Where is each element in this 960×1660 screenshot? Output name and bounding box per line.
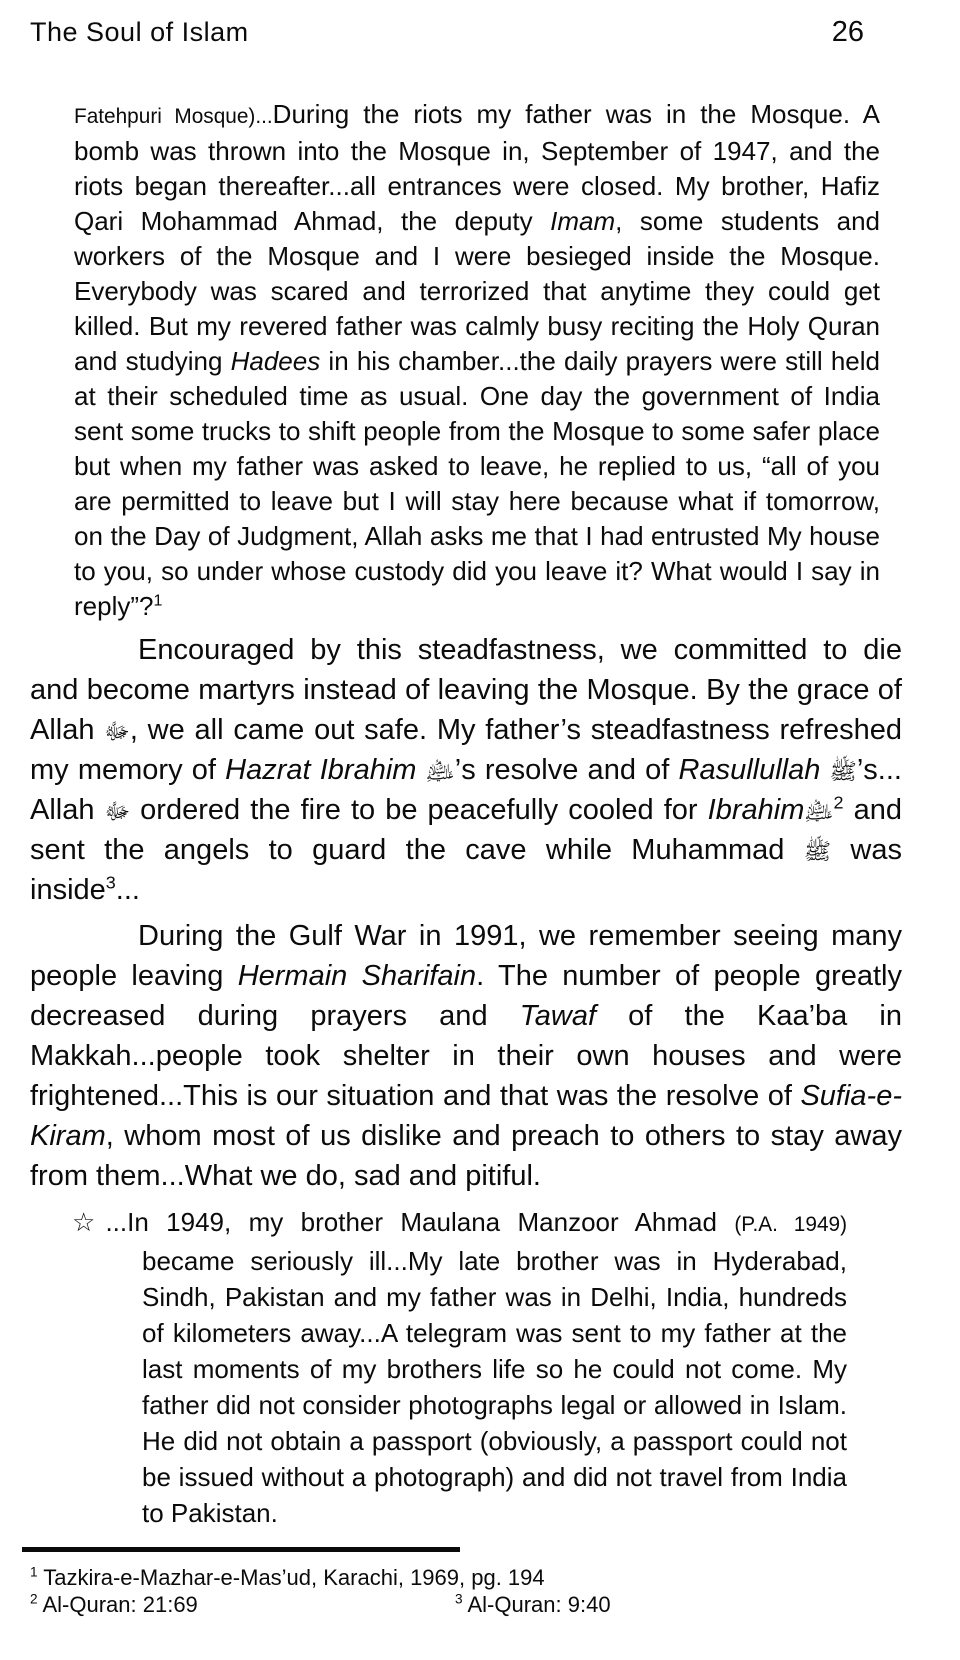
star-anecdote-item: ☆...In 1949, my brother Maulana Manzoor Ahmad (P.A. 1949) became seriously ill...My late brother was in Hyderabad, Sindh, Pakistan and my father was in Delhi, India, hundreds of kilometers away...A telegram was sent to my father at the last moments of my brothers life so he could not come. My father did not consider photographs legal or allowed in Islam. He did not obtain a passport (obviously, a passport could not be issued without a photograph) and did not travel from India to Pakistan. xyxy=(72,1207,848,1528)
honorific-seal: ﷺ xyxy=(829,759,857,784)
page-header xyxy=(30,16,902,49)
footnote-3: $^3$ Al-Quran: 9:40 xyxy=(455,1591,611,1617)
paragraph-steadfastness: Encouraged by this steadfastness, we committed to die and become martyrs instead of leaving the Mosque. By the grace of Allah ﷻ, we all came out safe. My father’s steadfastness refreshed my memory of Hazrat Ibrahim ﵇’s resolve and of Rasullullah ﷺ’s... Allah ﷻ ordered the fire to be peacefully cooled for Ibrahim﵇$^2$ and sent the angels to guard the cave while Muhammad ﷺ was inside$^3$... xyxy=(30,634,903,906)
running-title: The Soul of Islam xyxy=(30,17,249,47)
page-number: 26 xyxy=(831,16,864,48)
honorific-seal: ﵇ xyxy=(425,759,455,784)
honorific-seal: ﵇ xyxy=(804,799,834,824)
blockquote-paragraph: Fatehpuri Mosque)...During the riots my father was in the Mosque. A bomb was thrown into the Mosque in, September of 1947, and the riots began thereafter...all entrances were closed. My brother, Hafiz Qari Mohammad Ahmad, the deputy Imam, some students and workers of the Mosque and I were besieged inside the Mosque. Everybody was scared and terrorized that anytime they could get killed. But my revered father was calmly busy reciting the Holy Quran and studying Hadees in his chamber...the daily prayers were still held at their scheduled time as usual. One day the government of India sent some trucks to shift people from the Mosque to some safer place but when my father was asked to leave, he replied to us, “all of you are permitted to leave but I will stay here because what if tomorrow, on the Day of Judgment, Allah asks me that I had entrusted My house to you, so under whose custody did you leave it? What would I say in reply”?$^1$ xyxy=(74,99,881,621)
paragraph-gulf-war: During the Gulf War in 1991, we remember seeing many people leaving Hermain Sharifain. The number of people greatly decreased during prayers and Tawaf of the Kaa’ba in Makkah...people took shelter in their own houses and were frightened...This is our situation and that was the resolve of Sufia-e-Kiram, whom most of us dislike and preach to others to stay away from them...What we do, sad and pitiful. xyxy=(30,920,902,1192)
footnote-row xyxy=(30,1591,902,1618)
footnote-separator-rule xyxy=(22,1547,460,1552)
honorific-seal: ﷺ xyxy=(803,839,832,864)
honorific-seal: ﷻ xyxy=(104,719,130,744)
footnote-1: $^1$ Tazkira-e-Mazhar-e-Mas’ud, Karachi, 1969, pg. 194 xyxy=(30,1564,545,1590)
footnote-2: $^2$ Al-Quran: 21:69 xyxy=(30,1591,198,1617)
footnote-section xyxy=(30,1547,902,1618)
honorific-seal: ﷻ xyxy=(104,799,131,824)
